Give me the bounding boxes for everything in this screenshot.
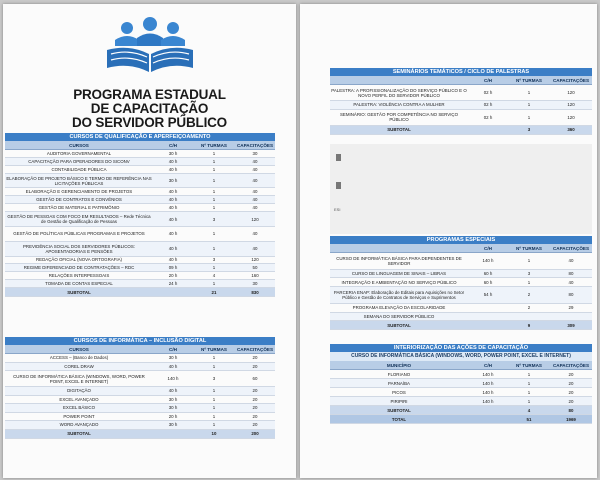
row-label: RELAÇÕES INTERPESSOAIS — [5, 272, 153, 280]
table-row — [330, 303, 592, 312]
col-header: C/H — [153, 345, 193, 354]
table-row — [5, 150, 275, 158]
subtotal-cell: SUBTOTAL — [330, 321, 468, 330]
row-value: 1 — [508, 278, 550, 287]
row-value: 60 h — [468, 278, 508, 287]
row-value: 20 — [235, 354, 275, 363]
row-label: PROGRAMA ELEVAÇÃO DA ESCOLARIDADE — [330, 303, 468, 312]
row-value: 1 — [193, 196, 235, 204]
row-value: 20 — [235, 387, 275, 396]
row-value: 1 — [508, 85, 550, 101]
row-value: 40 h — [153, 226, 193, 241]
col-header — [330, 244, 468, 253]
col-header: Nº TURMAS — [193, 141, 235, 150]
row-value: 40 h — [153, 212, 193, 227]
seminarios-table — [330, 76, 592, 135]
row-value — [550, 312, 592, 321]
row-value: 40 — [235, 173, 275, 188]
row-value: 1 — [193, 204, 235, 212]
table-row — [330, 312, 592, 321]
row-label: ACCESS – (Banco de Dados) — [5, 354, 153, 363]
row-value: 30 h — [153, 150, 193, 158]
total-row — [330, 415, 592, 424]
subtotal-cell: SUBTOTAL — [330, 406, 468, 415]
row-value: 29 — [550, 303, 592, 312]
table-row — [5, 412, 275, 421]
program-logo — [3, 10, 296, 140]
total-cell: 1969 — [550, 415, 592, 424]
row-value: 1 — [193, 188, 235, 196]
row-label: EXCEL BÁSICO — [5, 404, 153, 413]
row-value: 09 h — [153, 264, 193, 272]
table-row — [5, 196, 275, 204]
subtotal-cell: 10 — [193, 429, 235, 438]
row-value: 40 — [235, 196, 275, 204]
row-value: 120 — [550, 109, 592, 125]
especiais-table — [330, 244, 592, 330]
subtotal-row — [330, 321, 592, 330]
row-value: 40 h — [153, 362, 193, 371]
table-header-row — [5, 141, 275, 150]
row-value: 30 — [235, 280, 275, 288]
row-value: 120 — [550, 101, 592, 110]
row-value: 40 — [235, 204, 275, 212]
col-header: CAPACITAÇÕES — [236, 142, 274, 148]
especiais-section — [330, 236, 592, 330]
row-label: CURSO DE INFORMÁTICA BÁSICA (WINDOWS, WORD, POWER POINT, EXCEL E INTERNET) — [5, 371, 153, 387]
subtotal-cell: 309 — [550, 321, 592, 330]
row-value: 160 — [235, 272, 275, 280]
row-value: 120 — [235, 212, 275, 227]
table-row — [5, 226, 275, 241]
col-header: CAPACITAÇÕES — [550, 244, 592, 253]
row-value: 140 h — [468, 253, 508, 270]
row-value: 80 — [550, 269, 592, 278]
col-header: Nº TURMAS — [508, 244, 550, 253]
row-value: 1 — [508, 253, 550, 270]
row-value: 4 — [193, 272, 235, 280]
table-row — [330, 85, 592, 101]
table-row — [5, 157, 275, 165]
row-value: 1 — [193, 157, 235, 165]
row-value: 40 — [235, 157, 275, 165]
row-label: ELABORAÇÃO E GERENCIAMENTO DE PROJETOS — [5, 188, 153, 196]
qualificacao-section — [5, 133, 275, 297]
row-label: FLORIANO — [330, 370, 468, 379]
row-label: SEMANA DO SERVIDOR PÚBLICO — [330, 312, 468, 321]
table-row — [5, 387, 275, 396]
row-value: 120 — [235, 256, 275, 264]
col-header: CAPACITAÇÕES — [550, 361, 592, 370]
row-value: 40 h — [153, 387, 193, 396]
table-row — [5, 280, 275, 288]
row-label: WORD AVANÇADO — [5, 421, 153, 430]
row-value — [468, 312, 508, 321]
row-value: 1 — [508, 101, 550, 110]
row-value: 140 h — [468, 370, 508, 379]
table-row — [330, 278, 592, 287]
col-header: C/H — [468, 244, 508, 253]
ink-mark — [336, 182, 341, 189]
qualificacao-table — [5, 141, 275, 297]
col-header: Nº TURMAS — [193, 345, 235, 354]
logo-line-1: PROGRAMA ESTADUAL — [73, 87, 226, 102]
row-value: 40 h — [153, 157, 193, 165]
subtotal-cell — [468, 406, 508, 415]
row-value: 50 — [235, 264, 275, 272]
row-value: 140 h — [468, 397, 508, 406]
table-row — [5, 173, 275, 188]
table-row — [5, 188, 275, 196]
subtotal-cell — [468, 125, 508, 134]
row-label: CAPACITAÇÃO PARA OPERADORES DO SICONV — [5, 157, 153, 165]
row-value: 1 — [193, 241, 235, 256]
row-value: 30 h — [153, 404, 193, 413]
row-label: GESTÃO DE CONTRATOS E CONVÊNIOS — [5, 196, 153, 204]
row-label: PIRIPIRI — [330, 397, 468, 406]
table-row — [5, 371, 275, 387]
row-value: 1 — [193, 280, 235, 288]
informatica-title: CURSOS DE INFORMÁTICA – INCLUSÃO DIGITAL — [5, 337, 275, 345]
row-value: 140 h — [468, 379, 508, 388]
row-label: PARCERIA ENAP: Elaboração de Editais para Aquisições no Setor Público e Gestão de Contratos de Serviços e Suprimentos — [330, 287, 468, 304]
row-value: 20 h — [153, 412, 193, 421]
row-value: 20 — [550, 388, 592, 397]
ink-mark — [336, 154, 341, 161]
row-value: 1 — [508, 388, 550, 397]
row-value: 80 — [550, 287, 592, 304]
table-row — [5, 421, 275, 430]
subtotal-cell — [468, 321, 508, 330]
informatica-section — [5, 337, 275, 439]
table-row — [5, 395, 275, 404]
seminarios-section — [330, 68, 592, 135]
table-row — [5, 404, 275, 413]
row-value: 1 — [193, 264, 235, 272]
subtotal-cell: 9 — [508, 321, 550, 330]
row-value: 40 — [235, 188, 275, 196]
row-label: PALESTRA: A PROFISSIONALIZAÇÃO DO SERVIÇO PÚBLICO E O NOVO PERFIL DO SERVIDOR PÚBLICO — [330, 85, 468, 101]
table-row — [330, 379, 592, 388]
row-label: INTEGRAÇÃO E AMBIENTAÇÃO NO SERVIÇO PÚBLICO — [330, 278, 468, 287]
row-label: TOMADA DE CONTAS ESPECIAL — [5, 280, 153, 288]
col-header: Nº TURMAS — [508, 361, 550, 370]
row-value: 1 — [193, 362, 235, 371]
row-value: 1 — [193, 354, 235, 363]
row-label: AUDITORIA GOVERNAMENTAL — [5, 150, 153, 158]
row-value: 40 h — [153, 204, 193, 212]
col-header: CURSOS — [5, 141, 153, 150]
row-value: 20 h — [153, 272, 193, 280]
table-row — [330, 287, 592, 304]
informatica-table — [5, 345, 275, 439]
table-row — [330, 370, 592, 379]
row-value: 1 — [193, 395, 235, 404]
row-label: PARNAÍBA — [330, 379, 468, 388]
row-value: 1 — [508, 370, 550, 379]
table-row — [330, 101, 592, 110]
row-label: CURSO DE INFORMÁTICA BÁSICA PARA DEPENDENTES DE SERVIDOR — [330, 253, 468, 270]
book-people-icon — [101, 16, 199, 78]
col-header — [330, 76, 468, 85]
row-value: 30 — [235, 150, 275, 158]
row-value: 40 — [550, 278, 592, 287]
row-value: 40 — [550, 253, 592, 270]
row-value: 40 h — [153, 256, 193, 264]
row-value: 1 — [193, 412, 235, 421]
obscured-area — [330, 144, 592, 234]
logo-line-3: DO SERVIDOR PÚBLICO — [72, 115, 227, 130]
row-value: 2 — [508, 303, 550, 312]
subtotal-row — [5, 288, 275, 297]
logo-line-2: DE CAPACITAÇÃO — [90, 101, 209, 116]
table-row — [5, 165, 275, 173]
qualificacao-title: CURSOS DE QUALIFICAÇÃO E APERFEIÇOAMENTO — [5, 133, 275, 141]
row-value: 3 — [508, 269, 550, 278]
subtotal-cell: 830 — [235, 288, 275, 297]
row-value: 2 — [508, 287, 550, 304]
row-value: 24 h — [153, 280, 193, 288]
row-value: 40 h — [153, 188, 193, 196]
row-label: CONTABILIDADE PÚBLICA — [5, 165, 153, 173]
row-value: 02 h — [468, 101, 508, 110]
row-value: 30 h — [153, 395, 193, 404]
col-header: C/H — [468, 76, 508, 85]
row-label: POWER POINT — [5, 412, 153, 421]
subtotal-row — [5, 429, 275, 438]
row-value: 140 h — [153, 371, 193, 387]
table-header-row — [330, 244, 592, 253]
table-header-row — [330, 76, 592, 85]
row-label: CURSO DE LINGUAGEM DE SINAIS – LIBRAS — [330, 269, 468, 278]
row-value: 1 — [508, 109, 550, 125]
row-value: 30 h — [153, 354, 193, 363]
table-row — [5, 204, 275, 212]
subtotal-cell: 200 — [235, 429, 275, 438]
table-row — [330, 397, 592, 406]
row-value: 02 h — [468, 109, 508, 125]
subtotal-cell — [153, 288, 193, 297]
row-label: PICOS — [330, 388, 468, 397]
left-page — [3, 4, 296, 478]
row-value: 40 — [235, 241, 275, 256]
row-value — [508, 312, 550, 321]
row-value: 40 h — [153, 165, 193, 173]
row-value: 1 — [193, 150, 235, 158]
row-value: 20 — [235, 412, 275, 421]
col-header: CURSOS — [5, 345, 153, 354]
table-row — [330, 109, 592, 125]
subtotal-row — [330, 406, 592, 415]
row-label: REGIME DIFERENCIADO DE CONTRATAÇÕES – RDC — [5, 264, 153, 272]
row-value: 1 — [193, 165, 235, 173]
especiais-title: PROGRAMAS ESPECIAIS — [330, 236, 592, 244]
row-value: 60 — [235, 371, 275, 387]
row-label: ELABORAÇÃO DE PROJETO BÁSICO E TERMO DE REFERÊNCIA NAS LICITAÇÕES PÚBLICAS — [5, 173, 153, 188]
table-row — [5, 264, 275, 272]
total-cell: TOTAL — [330, 415, 468, 424]
row-value: 20 — [550, 397, 592, 406]
table-header-row — [330, 361, 592, 370]
subtotal-cell: SUBTOTAL — [5, 288, 153, 297]
interiorizacao-table — [330, 361, 592, 424]
row-value: 1 — [508, 379, 550, 388]
subtotal-cell: SUBTOTAL — [330, 125, 468, 134]
row-label: REDAÇÃO OFICIAL (NOVA ORTOGRAFIA) — [5, 256, 153, 264]
table-row — [5, 354, 275, 363]
subtotal-cell: 80 — [550, 406, 592, 415]
text-fragment: ESI — [334, 207, 341, 212]
table-row — [330, 388, 592, 397]
interiorizacao-title: INTERIORIZAÇÃO DAS AÇÕES DE CAPACITAÇÃO — [330, 344, 592, 352]
row-label: DIGITAÇÃO — [5, 387, 153, 396]
table-row — [5, 256, 275, 264]
subtotal-cell: 3 — [508, 125, 550, 134]
row-value: 30 h — [153, 421, 193, 430]
row-value: 20 — [235, 395, 275, 404]
col-header: Nº TURMAS — [508, 76, 550, 85]
total-cell: 51 — [508, 415, 550, 424]
subtotal-cell — [153, 429, 193, 438]
col-header: C/H — [153, 141, 193, 150]
table-row — [5, 362, 275, 371]
row-value: 40 — [235, 226, 275, 241]
total-cell — [468, 415, 508, 424]
row-label: PALESTRA: VIOLÊNCIA CONTRA A MULHER — [330, 101, 468, 110]
row-value: 40 h — [153, 241, 193, 256]
subtotal-row — [330, 125, 592, 134]
row-label: COREL DRAW — [5, 362, 153, 371]
interiorizacao-section — [330, 344, 592, 424]
subtotal-cell: 21 — [193, 288, 235, 297]
row-label: SEMINÁRIO: GESTÃO POR COMPETÊNCIA NO SERVIÇO PÚBLICO — [330, 109, 468, 125]
row-value: 60 h — [468, 269, 508, 278]
row-value: 20 — [550, 379, 592, 388]
row-value: 20 — [550, 370, 592, 379]
col-header: CAPACITAÇÕES — [550, 76, 592, 85]
row-value: 30 h — [153, 173, 193, 188]
row-value: 3 — [193, 212, 235, 227]
row-value: 3 — [193, 371, 235, 387]
row-label: GESTÃO DE POLÍTICAS PÚBLICAS PROGRAMAS E PROJETOS — [5, 226, 153, 241]
row-value: 20 — [235, 362, 275, 371]
row-label: PREVIDÊNCIA SOCIAL DOS SERVIDORES PÚBLICOS: APOSENTADORIAS E PENSÕES — [5, 241, 153, 256]
row-value: 40 h — [153, 196, 193, 204]
row-value: 3 — [193, 256, 235, 264]
table-row — [330, 269, 592, 278]
row-value: 1 — [193, 173, 235, 188]
subtotal-cell: SUBTOTAL — [5, 429, 153, 438]
row-value: 120 — [550, 85, 592, 101]
row-value: 20 — [235, 404, 275, 413]
table-header-row — [5, 345, 275, 354]
subtotal-cell: 4 — [508, 406, 550, 415]
row-value: 1 — [193, 226, 235, 241]
row-value: 20 — [235, 421, 275, 430]
row-label: EXCEL AVANÇADO — [5, 395, 153, 404]
seminarios-title: SEMINÁRIOS TEMÁTICOS / CICLO DE PALESTRAS — [330, 68, 592, 76]
row-value: 02 h — [468, 85, 508, 101]
table-row — [330, 253, 592, 270]
row-value: 1 — [193, 404, 235, 413]
row-value: 40 — [235, 165, 275, 173]
col-header: C/H — [468, 361, 508, 370]
right-page — [300, 4, 597, 478]
table-row — [5, 272, 275, 280]
row-value: 54 h — [468, 287, 508, 304]
subtotal-cell: 360 — [550, 125, 592, 134]
col-header: CAPACITAÇÕES — [236, 346, 274, 352]
table-row — [5, 212, 275, 227]
row-label: GESTÃO DE MATERIAL E PATRIMÔNIO — [5, 204, 153, 212]
row-value: 140 h — [468, 388, 508, 397]
interiorizacao-subtitle: CURSO DE INFORMÁTICA BÁSICA (WINDOWS, WORD, POWER POINT, EXCEL E INTERNET) — [330, 352, 592, 361]
col-header: MUNICÍPIO — [330, 361, 468, 370]
row-value: 1 — [508, 397, 550, 406]
row-value: 1 — [193, 387, 235, 396]
row-label: GESTÃO DE PESSOAS COM FOCO EM RESULTADOS – Rede Técnica de Gestão de Qualificação de Pessoas — [5, 212, 153, 227]
row-value — [468, 303, 508, 312]
table-row — [5, 241, 275, 256]
row-value: 1 — [193, 421, 235, 430]
